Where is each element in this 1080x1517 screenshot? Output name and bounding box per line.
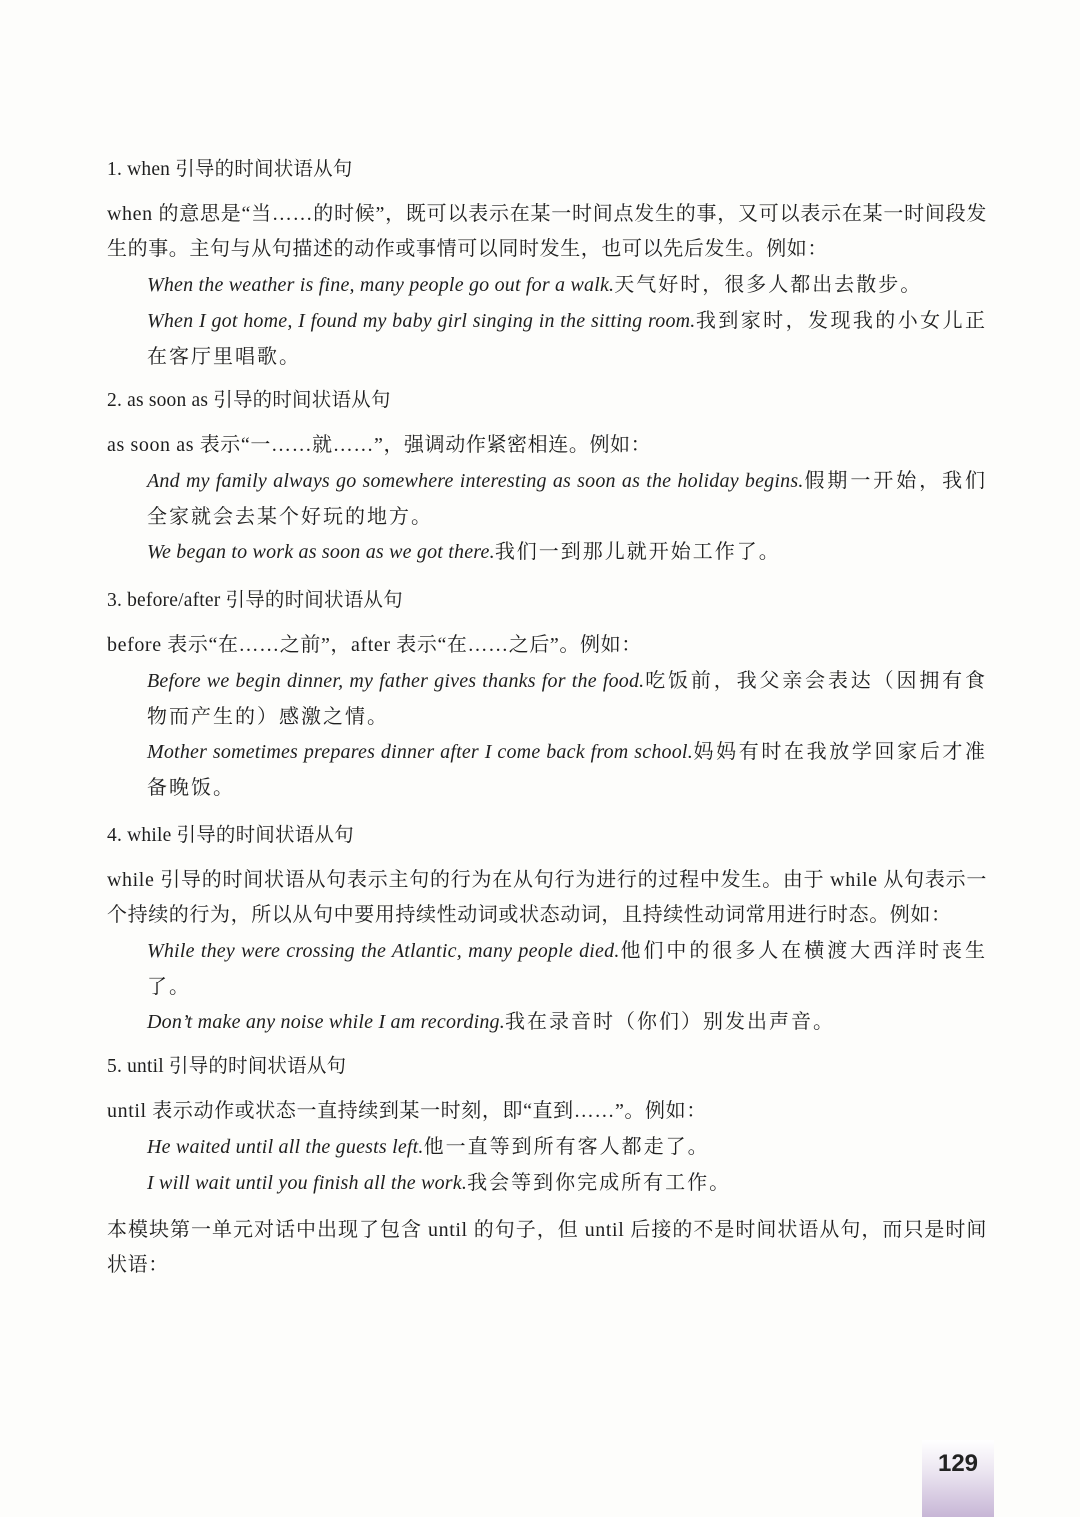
section-until [107,1052,987,1201]
example-sentence [107,734,987,805]
example-sentence [107,267,987,303]
example-english: While they were crossing the Atlantic, many people died. [147,940,620,962]
closing-paragraph: 本模块第一单元对话中出现了包含 until 的句子，但 until 后接的不是时间状语从句，而只是时间状语： [107,1219,987,1276]
section-while [107,821,987,1040]
example-chinese: 我会等到你完成所有工作。 [467,1170,732,1194]
page-number: 129 [937,1450,979,1477]
example-chinese: 我在录音时（你们）别发出声音。 [504,1009,835,1033]
section-paragraph: while 引导的时间状语从句表示主句的行为在从句行为进行的过程中发生。由于 while 从句表示一个持续的行为，所以从句中要用持续性动词或状态动词，且持续性动词常用进行时态。例如： [107,869,987,926]
example-sentence [107,1004,987,1040]
example-chinese: 我们一到那儿就开始工作了。 [494,539,781,563]
section-heading: 5. until 引导的时间状语从句 [107,1056,347,1077]
example-english: We began to work as soon as we got there. [147,541,495,563]
page-number-tab [922,1440,994,1517]
example-english: When the weather is fine, many people go out for a walk. [147,274,615,296]
section-heading: 1. when 引导的时间状语从句 [107,159,353,180]
example-sentence [107,933,987,1004]
section-paragraph: before 表示“在……之前”，after 表示“在……之后”。例如： [107,634,642,656]
section-heading: 2. as soon as 引导的时间状语从句 [107,390,391,411]
example-sentence [107,663,987,734]
example-chinese: 我到家时，发现我的小女儿正在客厅里唱歌。 [147,308,987,368]
example-english: Mother sometimes prepares dinner after I come back from school. [147,741,693,763]
example-english: Don’t make any noise while I am recording. [147,1011,505,1033]
section-heading: 3. before/after 引导的时间状语从句 [107,590,403,611]
example-english: Before we begin dinner, my father gives thanks for the food. [147,670,645,692]
example-chinese: 他们中的很多人在横渡大西洋时丧生了。 [147,938,987,998]
section-paragraph: as soon as 表示“一……就……”，强调动作紧密相连。例如： [107,434,652,456]
example-english: When I got home, I found my baby girl singing in the sitting room. [147,310,696,332]
example-english: And my family always go somewhere interesting as soon as the holiday begins. [147,470,804,492]
example-chinese: 天气好时，很多人都出去散步。 [614,272,923,296]
section-when [107,155,987,374]
example-english: I will wait until you finish all the work. [147,1172,468,1194]
section-paragraph: until 表示动作或状态一直持续到某一时刻，即“直到……”。例如： [107,1100,707,1122]
example-chinese: 吃饭前，我父亲会表达（因拥有食物而产生的）感激之情。 [147,668,988,728]
section-before-after [107,586,987,805]
example-english: He waited until all the guests left. [147,1136,424,1158]
example-sentence [107,463,987,534]
example-sentence [107,303,987,374]
section-paragraph: when 的意思是“当……的时候”，既可以表示在某一时间点发生的事，又可以表示在某一时间段发生的事。主句与从句描述的动作或事情可以同时发生，也可以先后发生。例如： [107,203,987,260]
example-chinese: 假期一开始，我们全家就会去某个好玩的地方。 [147,468,987,528]
page-content [107,155,987,1283]
example-sentence [107,1129,987,1165]
example-chinese: 他一直等到所有客人都走了。 [423,1134,710,1158]
example-sentence [107,534,987,570]
example-sentence [107,1165,987,1201]
section-heading: 4. while 引导的时间状语从句 [107,825,354,846]
section-as-soon-as [107,386,987,570]
example-chinese: 妈妈有时在我放学回家后才准备晚饭。 [147,739,987,799]
